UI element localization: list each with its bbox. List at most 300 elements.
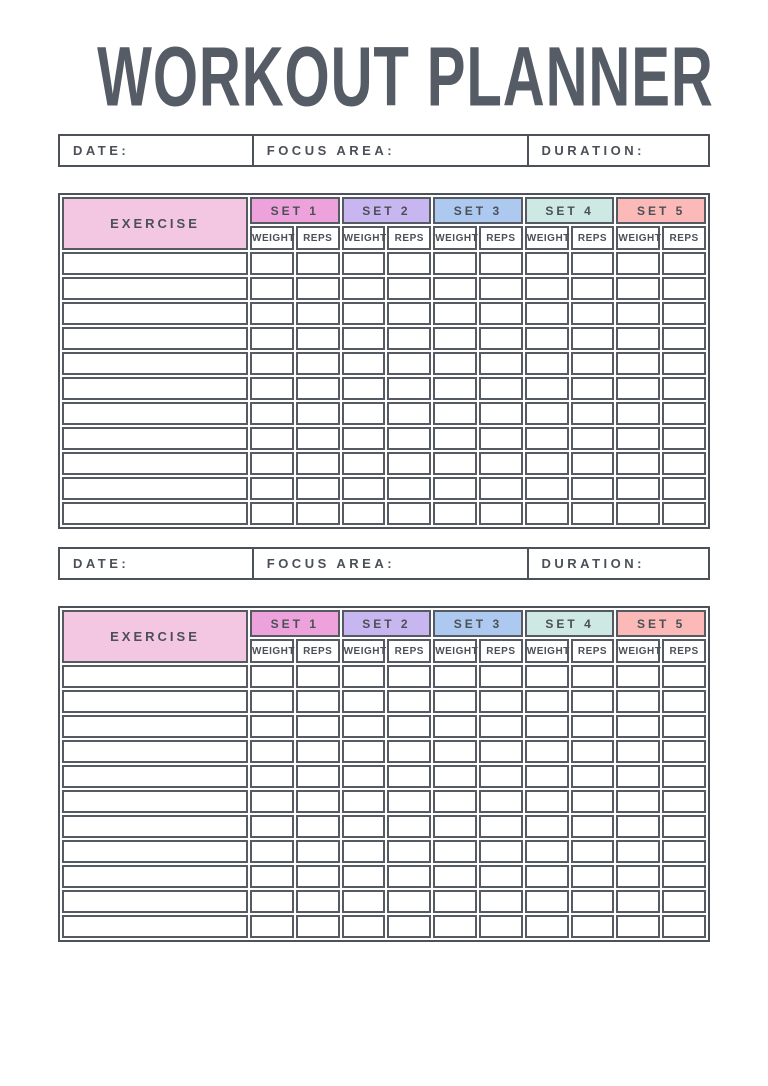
table-row [62, 790, 706, 813]
reps-cell[interactable] [479, 252, 523, 275]
date-field[interactable] [60, 549, 254, 578]
weight-cell[interactable] [616, 252, 660, 275]
weight-cell[interactable] [616, 377, 660, 400]
weight-cell[interactable] [616, 715, 660, 738]
reps-cell[interactable] [296, 815, 340, 838]
exercise-cell[interactable] [62, 840, 248, 863]
weight-cell[interactable] [433, 840, 477, 863]
reps-cell[interactable] [662, 840, 706, 863]
weight-cell[interactable] [342, 740, 386, 763]
weight-cell[interactable] [250, 477, 294, 500]
exercise-cell[interactable] [62, 815, 248, 838]
weight-cell[interactable] [250, 690, 294, 713]
reps-cell[interactable] [387, 402, 431, 425]
reps-cell[interactable] [571, 790, 615, 813]
weight-cell[interactable] [433, 252, 477, 275]
weight-cell[interactable] [342, 865, 386, 888]
weight-column-header: WEIGHT [250, 226, 294, 250]
weight-cell[interactable] [616, 502, 660, 525]
reps-cell[interactable] [296, 277, 340, 300]
weight-cell[interactable] [525, 427, 569, 450]
reps-cell[interactable] [479, 302, 523, 325]
reps-cell[interactable] [479, 377, 523, 400]
weight-cell[interactable] [525, 277, 569, 300]
reps-cell[interactable] [571, 690, 615, 713]
exercise-cell[interactable] [62, 765, 248, 788]
weight-cell[interactable] [250, 890, 294, 913]
exercise-cell[interactable] [62, 427, 248, 450]
reps-cell[interactable] [571, 502, 615, 525]
weight-cell[interactable] [342, 665, 386, 688]
exercise-column-header: EXERCISE [62, 610, 248, 663]
table-body [62, 665, 706, 938]
weight-cell[interactable] [525, 740, 569, 763]
exercise-cell[interactable] [62, 740, 248, 763]
weight-cell[interactable] [342, 277, 386, 300]
reps-cell[interactable] [479, 502, 523, 525]
reps-cell[interactable] [662, 890, 706, 913]
set-5-header: SET 5 [616, 197, 706, 224]
weight-cell[interactable] [525, 865, 569, 888]
reps-cell[interactable] [387, 815, 431, 838]
reps-cell[interactable] [479, 815, 523, 838]
weight-cell[interactable] [525, 690, 569, 713]
table-row [62, 890, 706, 913]
weight-cell[interactable] [616, 740, 660, 763]
weight-cell[interactable] [250, 302, 294, 325]
weight-cell[interactable] [250, 427, 294, 450]
reps-cell[interactable] [662, 665, 706, 688]
reps-cell[interactable] [662, 915, 706, 938]
reps-cell[interactable] [296, 740, 340, 763]
reps-cell[interactable] [662, 402, 706, 425]
weight-cell[interactable] [433, 377, 477, 400]
weight-cell[interactable] [342, 915, 386, 938]
weight-cell[interactable] [433, 402, 477, 425]
weight-cell[interactable] [342, 327, 386, 350]
weight-cell[interactable] [525, 915, 569, 938]
weight-column-header: WEIGHT [342, 226, 386, 250]
weight-cell[interactable] [433, 665, 477, 688]
reps-cell[interactable] [387, 890, 431, 913]
reps-cell[interactable] [387, 327, 431, 350]
weight-cell[interactable] [342, 715, 386, 738]
reps-column-header: REPS [387, 639, 431, 663]
weight-cell[interactable] [525, 790, 569, 813]
set-1-header: SET 1 [250, 610, 340, 637]
reps-cell[interactable] [662, 302, 706, 325]
reps-cell[interactable] [296, 452, 340, 475]
weight-cell[interactable] [342, 840, 386, 863]
weight-cell[interactable] [250, 352, 294, 375]
weight-cell[interactable] [616, 402, 660, 425]
reps-cell[interactable] [387, 690, 431, 713]
reps-cell[interactable] [662, 452, 706, 475]
weight-cell[interactable] [616, 277, 660, 300]
weight-cell[interactable] [525, 302, 569, 325]
weight-cell[interactable] [525, 840, 569, 863]
reps-cell[interactable] [296, 427, 340, 450]
weight-cell[interactable] [250, 277, 294, 300]
table-row [62, 402, 706, 425]
reps-cell[interactable] [662, 502, 706, 525]
reps-cell[interactable] [387, 740, 431, 763]
reps-cell[interactable] [571, 477, 615, 500]
reps-cell[interactable] [387, 502, 431, 525]
reps-cell[interactable] [387, 840, 431, 863]
reps-cell[interactable] [296, 690, 340, 713]
reps-cell[interactable] [662, 690, 706, 713]
weight-cell[interactable] [250, 377, 294, 400]
weight-column-header: WEIGHT [616, 226, 660, 250]
set-3-header: SET 3 [433, 610, 523, 637]
reps-cell[interactable] [571, 452, 615, 475]
reps-cell[interactable] [479, 790, 523, 813]
reps-cell[interactable] [571, 815, 615, 838]
exercise-column-header: EXERCISE [62, 197, 248, 250]
reps-cell[interactable] [662, 277, 706, 300]
weight-column-header: WEIGHT [433, 639, 477, 663]
weight-cell[interactable] [250, 327, 294, 350]
reps-cell[interactable] [662, 252, 706, 275]
weight-cell[interactable] [525, 352, 569, 375]
exercise-cell[interactable] [62, 865, 248, 888]
exercise-cell[interactable] [62, 665, 248, 688]
weight-cell[interactable] [342, 477, 386, 500]
reps-cell[interactable] [479, 477, 523, 500]
weight-cell[interactable] [342, 815, 386, 838]
weight-cell[interactable] [616, 690, 660, 713]
reps-cell[interactable] [387, 277, 431, 300]
reps-cell[interactable] [387, 302, 431, 325]
table-row [62, 915, 706, 938]
weight-cell[interactable] [616, 452, 660, 475]
reps-column-header: REPS [571, 639, 615, 663]
weight-cell[interactable] [342, 502, 386, 525]
reps-cell[interactable] [479, 915, 523, 938]
reps-cell[interactable] [296, 377, 340, 400]
weight-cell[interactable] [342, 302, 386, 325]
weight-cell[interactable] [250, 840, 294, 863]
set-header-row [62, 610, 706, 637]
weight-cell[interactable] [250, 715, 294, 738]
reps-cell[interactable] [387, 427, 431, 450]
weight-cell[interactable] [250, 502, 294, 525]
weight-cell[interactable] [250, 452, 294, 475]
reps-cell[interactable] [662, 715, 706, 738]
weight-cell[interactable] [616, 890, 660, 913]
reps-cell[interactable] [571, 402, 615, 425]
reps-cell[interactable] [571, 377, 615, 400]
session-2 [58, 547, 710, 942]
reps-cell[interactable] [479, 427, 523, 450]
reps-cell[interactable] [296, 765, 340, 788]
reps-cell[interactable] [387, 915, 431, 938]
weight-cell[interactable] [525, 477, 569, 500]
table-row [62, 665, 706, 688]
weight-cell[interactable] [433, 502, 477, 525]
set-4-header: SET 4 [525, 610, 615, 637]
reps-cell[interactable] [387, 790, 431, 813]
reps-cell[interactable] [571, 865, 615, 888]
workout-table [58, 606, 710, 942]
focus-area-field[interactable] [254, 549, 529, 578]
weight-cell[interactable] [525, 402, 569, 425]
session-1 [58, 134, 710, 529]
exercise-cell[interactable] [62, 302, 248, 325]
reps-cell[interactable] [662, 327, 706, 350]
weight-cell[interactable] [433, 477, 477, 500]
exercise-cell[interactable] [62, 502, 248, 525]
weight-cell[interactable] [433, 277, 477, 300]
weight-cell[interactable] [616, 665, 660, 688]
reps-cell[interactable] [571, 765, 615, 788]
reps-cell[interactable] [296, 502, 340, 525]
weight-cell[interactable] [616, 790, 660, 813]
exercise-cell[interactable] [62, 715, 248, 738]
date-field[interactable] [60, 136, 254, 165]
reps-cell[interactable] [296, 327, 340, 350]
exercise-cell[interactable] [62, 477, 248, 500]
weight-cell[interactable] [616, 327, 660, 350]
date-label: DATE: [73, 556, 130, 571]
reps-cell[interactable] [571, 352, 615, 375]
reps-cell[interactable] [662, 377, 706, 400]
focus-area-field[interactable] [254, 136, 529, 165]
weight-cell[interactable] [525, 452, 569, 475]
reps-cell[interactable] [296, 715, 340, 738]
reps-cell[interactable] [387, 765, 431, 788]
reps-column-header: REPS [571, 226, 615, 250]
weight-cell[interactable] [433, 690, 477, 713]
weight-column-header: WEIGHT [616, 639, 660, 663]
weight-cell[interactable] [342, 352, 386, 375]
weight-cell[interactable] [342, 402, 386, 425]
weight-cell[interactable] [342, 790, 386, 813]
reps-cell[interactable] [479, 890, 523, 913]
table-row [62, 427, 706, 450]
reps-cell[interactable] [571, 740, 615, 763]
weight-cell[interactable] [525, 327, 569, 350]
weight-cell[interactable] [616, 427, 660, 450]
reps-cell[interactable] [479, 740, 523, 763]
reps-cell[interactable] [571, 252, 615, 275]
reps-cell[interactable] [662, 790, 706, 813]
weight-cell[interactable] [342, 252, 386, 275]
reps-cell[interactable] [296, 840, 340, 863]
reps-cell[interactable] [296, 252, 340, 275]
weight-cell[interactable] [616, 477, 660, 500]
weight-cell[interactable] [616, 352, 660, 375]
weight-cell[interactable] [433, 740, 477, 763]
weight-column-header: WEIGHT [342, 639, 386, 663]
reps-cell[interactable] [296, 790, 340, 813]
reps-cell[interactable] [479, 452, 523, 475]
weight-cell[interactable] [616, 915, 660, 938]
reps-cell[interactable] [662, 740, 706, 763]
reps-cell[interactable] [571, 840, 615, 863]
table-body [62, 252, 706, 525]
weight-cell[interactable] [433, 815, 477, 838]
date-label: DATE: [73, 143, 130, 158]
reps-cell[interactable] [296, 477, 340, 500]
workout-table [58, 193, 710, 529]
set-2-header: SET 2 [342, 610, 432, 637]
reps-cell[interactable] [479, 402, 523, 425]
reps-cell[interactable] [296, 865, 340, 888]
weight-cell[interactable] [616, 865, 660, 888]
reps-cell[interactable] [479, 277, 523, 300]
reps-cell[interactable] [571, 890, 615, 913]
reps-cell[interactable] [387, 715, 431, 738]
weight-cell[interactable] [433, 865, 477, 888]
reps-cell[interactable] [571, 915, 615, 938]
duration-field[interactable] [529, 136, 709, 165]
weight-cell[interactable] [250, 915, 294, 938]
table-row [62, 765, 706, 788]
reps-cell[interactable] [662, 427, 706, 450]
reps-cell[interactable] [571, 302, 615, 325]
table-row [62, 277, 706, 300]
table-row [62, 815, 706, 838]
reps-cell[interactable] [571, 327, 615, 350]
duration-label: DURATION: [541, 143, 645, 158]
exercise-cell[interactable] [62, 377, 248, 400]
weight-cell[interactable] [616, 815, 660, 838]
weight-cell[interactable] [525, 765, 569, 788]
reps-cell[interactable] [387, 252, 431, 275]
weight-cell[interactable] [250, 252, 294, 275]
weight-cell[interactable] [433, 327, 477, 350]
set-2-header: SET 2 [342, 197, 432, 224]
reps-cell[interactable] [296, 352, 340, 375]
weight-cell[interactable] [342, 427, 386, 450]
table-row [62, 740, 706, 763]
table-row [62, 452, 706, 475]
weight-cell[interactable] [616, 302, 660, 325]
reps-cell[interactable] [479, 840, 523, 863]
reps-cell[interactable] [479, 352, 523, 375]
exercise-cell[interactable] [62, 915, 248, 938]
reps-cell[interactable] [662, 815, 706, 838]
reps-cell[interactable] [296, 915, 340, 938]
reps-cell[interactable] [571, 665, 615, 688]
exercise-cell[interactable] [62, 402, 248, 425]
reps-cell[interactable] [571, 277, 615, 300]
weight-cell[interactable] [342, 377, 386, 400]
weight-cell[interactable] [433, 890, 477, 913]
table-row [62, 840, 706, 863]
reps-cell[interactable] [662, 477, 706, 500]
reps-column-header: REPS [662, 639, 706, 663]
reps-cell[interactable] [479, 715, 523, 738]
weight-cell[interactable] [250, 765, 294, 788]
reps-cell[interactable] [479, 665, 523, 688]
reps-cell[interactable] [296, 665, 340, 688]
duration-field[interactable] [529, 549, 709, 578]
focus-area-label: FOCUS AREA: [266, 556, 396, 571]
weight-cell[interactable] [433, 765, 477, 788]
table-row [62, 327, 706, 350]
weight-cell[interactable] [342, 452, 386, 475]
exercise-cell[interactable] [62, 690, 248, 713]
set-3-header: SET 3 [433, 197, 523, 224]
reps-cell[interactable] [479, 765, 523, 788]
reps-cell[interactable] [387, 477, 431, 500]
reps-cell[interactable] [571, 715, 615, 738]
reps-cell[interactable] [479, 690, 523, 713]
reps-cell[interactable] [296, 302, 340, 325]
weight-cell[interactable] [525, 890, 569, 913]
set-1-header: SET 1 [250, 197, 340, 224]
weight-cell[interactable] [525, 665, 569, 688]
weight-cell[interactable] [250, 865, 294, 888]
weight-cell[interactable] [525, 815, 569, 838]
reps-cell[interactable] [662, 352, 706, 375]
reps-cell[interactable] [662, 865, 706, 888]
reps-cell[interactable] [387, 377, 431, 400]
weight-cell[interactable] [250, 402, 294, 425]
exercise-cell[interactable] [62, 890, 248, 913]
weight-cell[interactable] [250, 665, 294, 688]
exercise-cell[interactable] [62, 452, 248, 475]
reps-column-header: REPS [662, 226, 706, 250]
weight-cell[interactable] [525, 252, 569, 275]
exercise-cell[interactable] [62, 277, 248, 300]
reps-column-header: REPS [387, 226, 431, 250]
weight-cell[interactable] [433, 915, 477, 938]
reps-cell[interactable] [296, 402, 340, 425]
exercise-cell[interactable] [62, 327, 248, 350]
exercise-cell[interactable] [62, 252, 248, 275]
reps-cell[interactable] [296, 890, 340, 913]
reps-cell[interactable] [387, 352, 431, 375]
weight-cell[interactable] [250, 740, 294, 763]
table-row [62, 690, 706, 713]
exercise-cell[interactable] [62, 790, 248, 813]
weight-cell[interactable] [433, 302, 477, 325]
exercise-cell[interactable] [62, 352, 248, 375]
weight-cell[interactable] [342, 765, 386, 788]
weight-cell[interactable] [433, 427, 477, 450]
reps-cell[interactable] [387, 665, 431, 688]
reps-cell[interactable] [387, 452, 431, 475]
weight-cell[interactable] [433, 452, 477, 475]
weight-column-header: WEIGHT [250, 639, 294, 663]
reps-cell[interactable] [571, 427, 615, 450]
weight-cell[interactable] [616, 765, 660, 788]
weight-cell[interactable] [616, 840, 660, 863]
reps-cell[interactable] [479, 865, 523, 888]
weight-cell[interactable] [250, 790, 294, 813]
reps-column-header: REPS [479, 226, 523, 250]
weight-column-header: WEIGHT [433, 226, 477, 250]
weight-cell[interactable] [433, 790, 477, 813]
weight-cell[interactable] [433, 352, 477, 375]
weight-cell[interactable] [525, 502, 569, 525]
reps-cell[interactable] [479, 327, 523, 350]
weight-cell[interactable] [250, 815, 294, 838]
weight-cell[interactable] [342, 690, 386, 713]
weight-cell[interactable] [342, 890, 386, 913]
weight-cell[interactable] [433, 715, 477, 738]
weight-cell[interactable] [525, 715, 569, 738]
reps-cell[interactable] [662, 765, 706, 788]
set-4-header: SET 4 [525, 197, 615, 224]
table-row [62, 352, 706, 375]
weight-cell[interactable] [525, 377, 569, 400]
reps-cell[interactable] [387, 865, 431, 888]
